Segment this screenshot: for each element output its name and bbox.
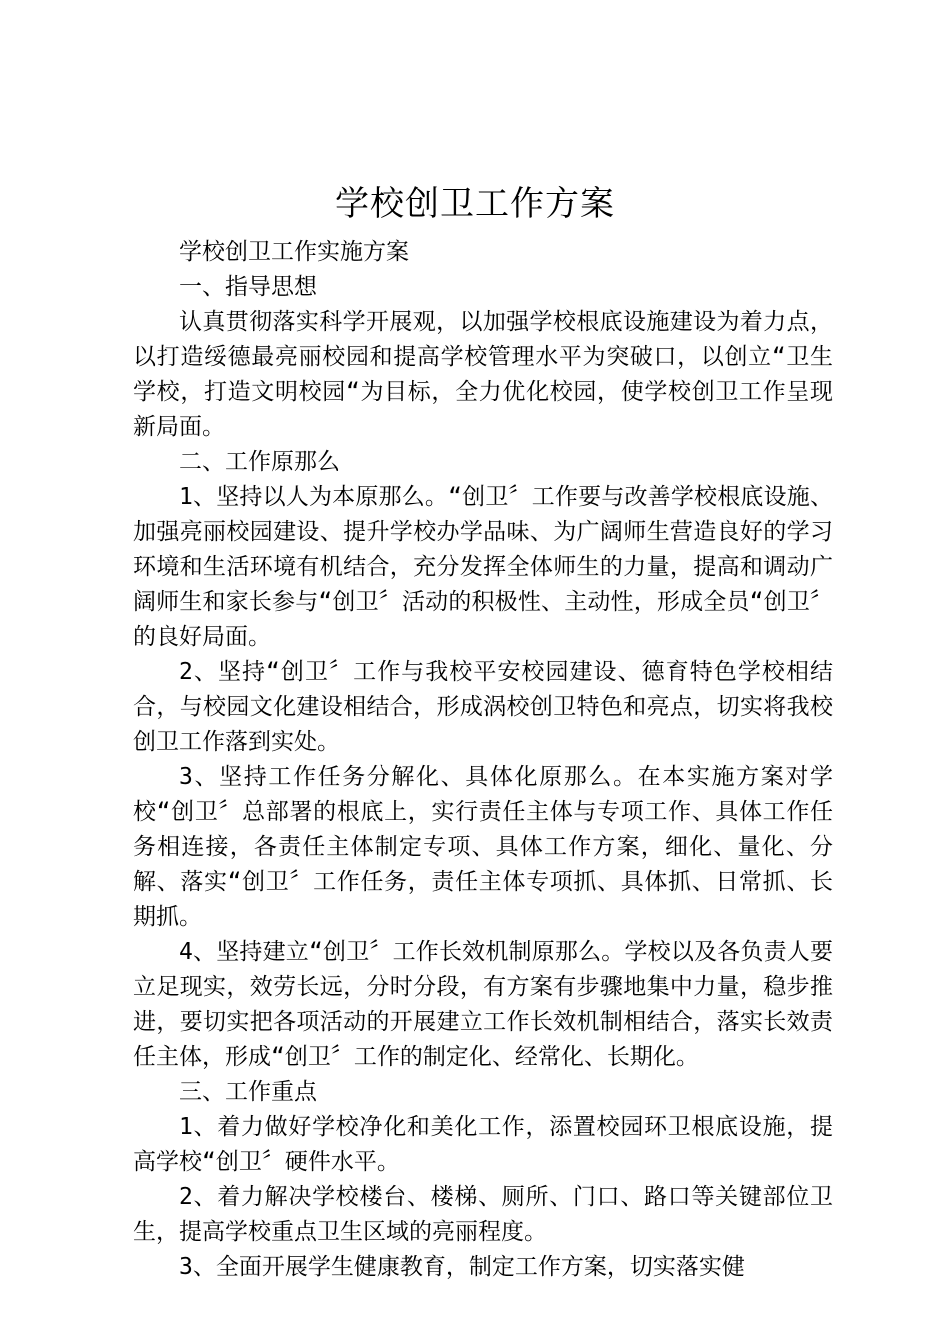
paragraph-principle-2: 2、坚持“创卫〞工作与我校平安校园建设、德育特色学校相结合，与校园文化建设相结合，形成涡校创卫特色和亮点，切实将我校创卫工作落到实处。 [133, 659, 833, 755]
paragraph-key-point-3: 3、全面开展学生健康教育，制定工作方案，切实落实健 [179, 1254, 745, 1280]
paragraph-principle-4: 4、坚持建立“创卫〞工作长效机制原那么。学校以及各负责人要立足现实，效劳长远，分时分段，有方案有步骤地集中力量，稳步推进，要切实把各项活动的开展建立工作长效机制相结合，落实长效责任主体，形成“创卫〞工作的制定化、经常化、长期化。 [133, 939, 833, 1070]
paragraph-key-point-1: 1、着力做好学校净化和美化工作，添置校园环卫根底设施，提高学校“创卫〞硬件水平。 [133, 1114, 833, 1175]
paragraph-guiding-thought: 认真贯彻落实科学开展观，以加强学校根底设施建设为着力点，以打造绥德最亮丽校园和提高学校管理水平为突破口，以创立“卫生学校，打造文明校园“为目标，全力优化校园，使学校创卫工作呈现新局面。 [133, 309, 833, 440]
document-title: 学校创卫工作方案 [335, 184, 615, 224]
paragraph-principle-3: 3、坚持工作任务分解化、具体化原那么。在本实施方案对学校“创卫〞总部署的根底上，实行责任主体与专项工作、具体工作任务相连接，各责任主体制定专项、具体工作方案，细化、量化、分解、落实“创卫〞工作任务，责任主体专项抓、具体抓、日常抓、长期抓。 [133, 764, 833, 930]
paragraph-subtitle: 学校创卫工作实施方案 [179, 239, 409, 265]
section-heading-principles: 二、工作原那么 [179, 449, 340, 475]
paragraph-principle-1: 1、坚持以人为本原那么。“创卫〞工作要与改善学校根底设施、加强亮丽校园建设、提升学校办学品味、为广阔师生营造良好的学习环境和生活环境有机结合，充分发挥全体师生的力量，提高和调动广阔师生和家长参与“创卫〞活动的积极性、主动性，形成全员“创卫〞的良好局面。 [133, 484, 833, 650]
section-heading-key-points: 三、工作重点 [179, 1079, 317, 1105]
paragraph-key-point-2: 2、着力解决学校楼台、楼梯、厕所、门口、路口等关键部位卫生，提高学校重点卫生区域的亮丽程度。 [133, 1184, 833, 1245]
document-body [133, 235, 833, 1285]
section-heading-guiding-thought: 一、指导思想 [179, 274, 317, 300]
